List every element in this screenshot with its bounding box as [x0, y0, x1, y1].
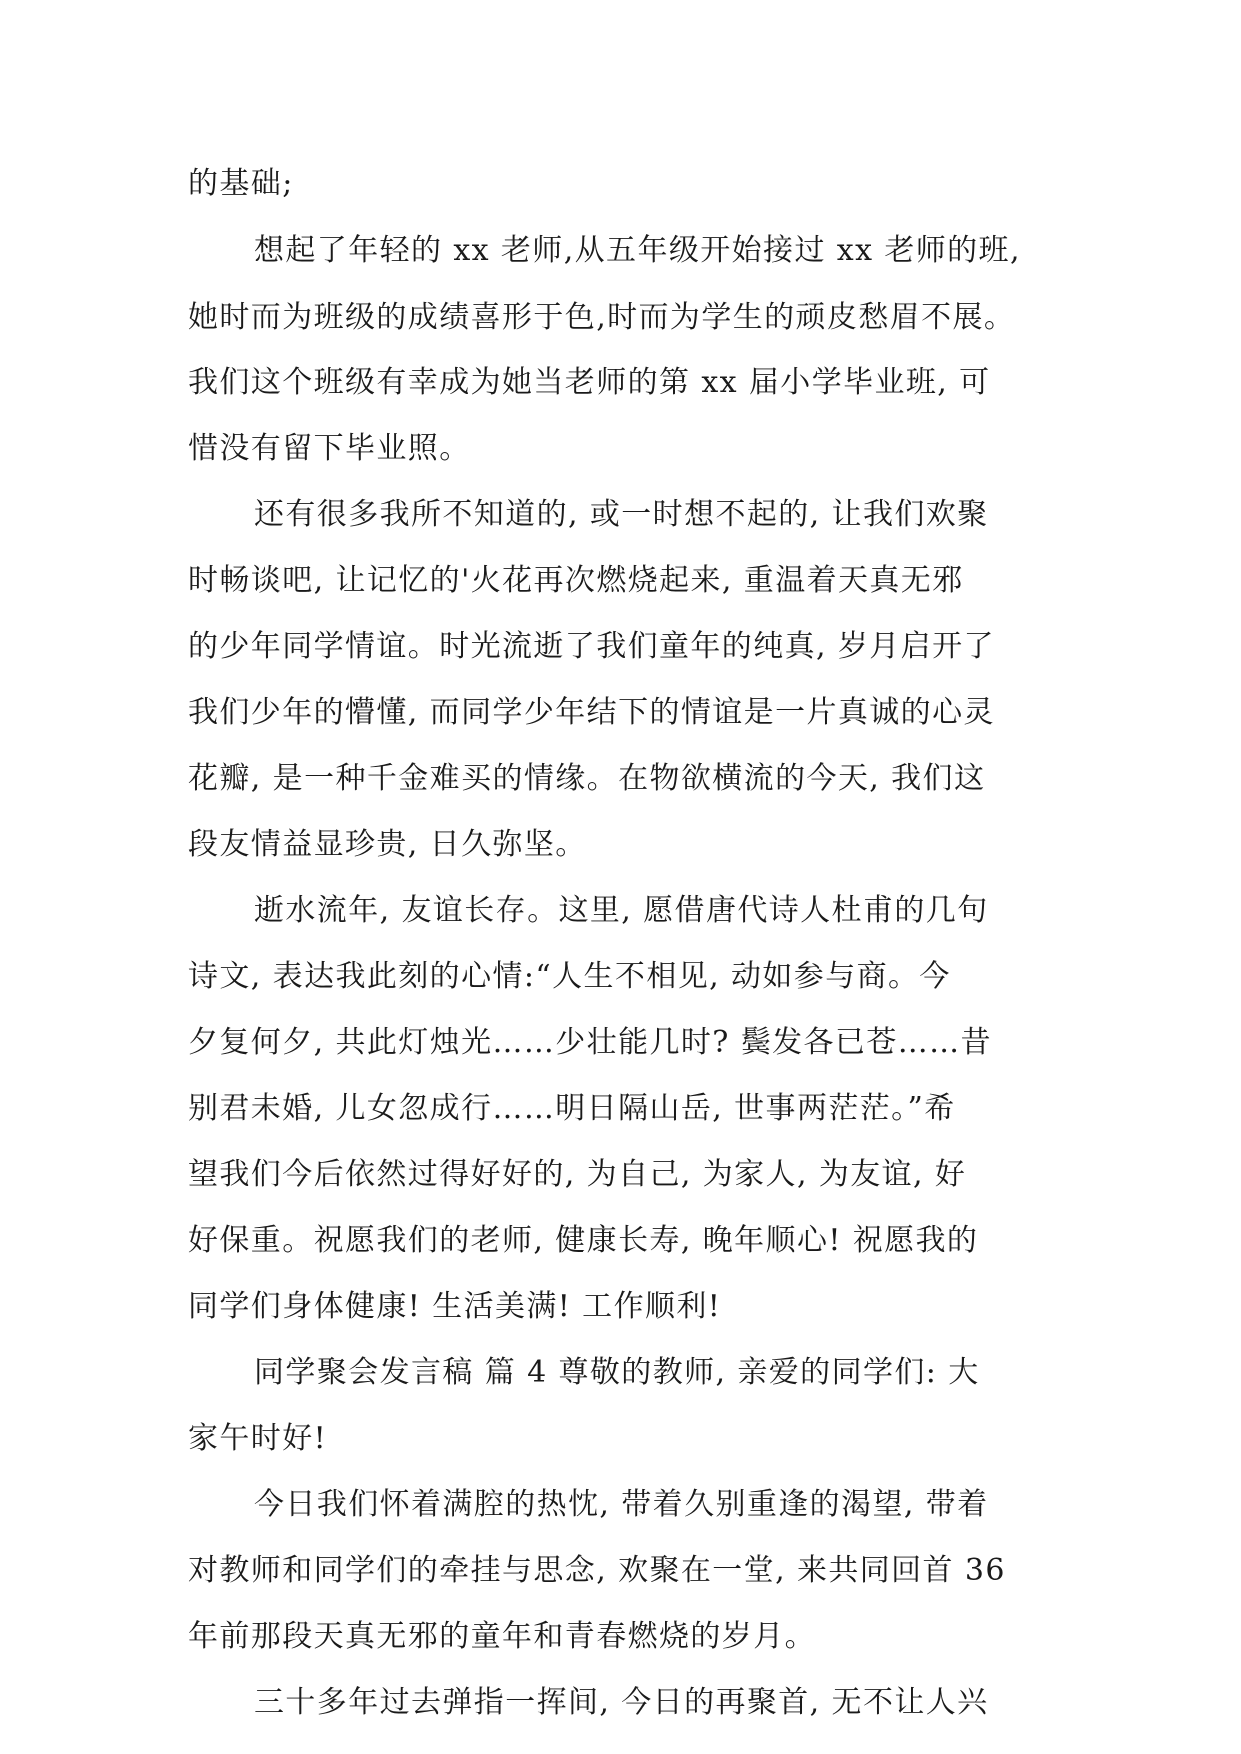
text-line: 年前那段天真无邪的童年和青春燃烧的岁月。 — [188, 1619, 816, 1654]
text-line: 家午时好! — [188, 1421, 328, 1456]
text-line: 对教师和同学们的牵挂与思念, 欢聚在一堂, 来共同回首 36 — [188, 1553, 1006, 1588]
text-line: 段友情益显珍贵, 日久弥坚。 — [188, 827, 587, 862]
text-line: 望我们今后依然过得好好的, 为自己, 为家人, 为友谊, 好 — [188, 1157, 967, 1192]
text-line: 惜没有留下毕业照。 — [188, 431, 471, 466]
text-line: 好保重。祝愿我们的老师, 健康长寿, 晚年顺心! 祝愿我的 — [188, 1223, 979, 1258]
text-line: 我们少年的懵懂, 而同学少年结下的情谊是一片真诚的心灵 — [188, 695, 995, 730]
text-line: 时畅谈吧, 让记忆的'火花再次燃烧起来, 重温着天真无邪 — [188, 563, 964, 598]
text-line: 诗文, 表达我此刻的心情:“人生不相见, 动如参与商。今 — [188, 959, 951, 994]
text-line: 她时而为班级的成绩喜形于色,时而为学生的顽皮愁眉不展。 — [188, 300, 1016, 335]
text-line: 想起了年轻的 xx 老师,从五年级开始接过 xx 老师的班, — [254, 233, 1021, 268]
text-line: 别君未婚, 儿女忽成行……明日隔山岳, 世事两茫茫。”希 — [188, 1091, 956, 1126]
text-line: 三十多年过去弹指一挥间, 今日的再聚首, 无不让人兴 — [254, 1685, 989, 1720]
text-line: 同学聚会发言稿 篇 4 尊敬的教师, 亲爱的同学们: 大 — [254, 1355, 980, 1390]
text-line: 还有很多我所不知道的, 或一时想不起的, 让我们欢聚 — [254, 497, 989, 532]
text-line: 我们这个班级有幸成为她当老师的第 xx 届小学毕业班, 可 — [188, 365, 991, 400]
text-line: 今日我们怀着满腔的热忱, 带着久别重逢的渴望, 带着 — [254, 1487, 989, 1522]
text-line: 的基础; — [188, 166, 294, 201]
text-line: 同学们身体健康! 生活美满! 工作顺利! — [188, 1289, 722, 1324]
text-line: 逝水流年, 友谊长存。这里, 愿借唐代诗人杜甫的几句 — [254, 893, 989, 928]
text-line: 夕复何夕, 共此灯烛光……少壮能几时? 鬓发各已苍……昔 — [188, 1025, 992, 1060]
text-line: 的少年同学情谊。时光流逝了我们童年的纯真, 岁月启开了 — [188, 629, 995, 664]
text-line: 花瓣, 是一种千金难买的情缘。在物欲横流的今天, 我们这 — [188, 761, 986, 796]
